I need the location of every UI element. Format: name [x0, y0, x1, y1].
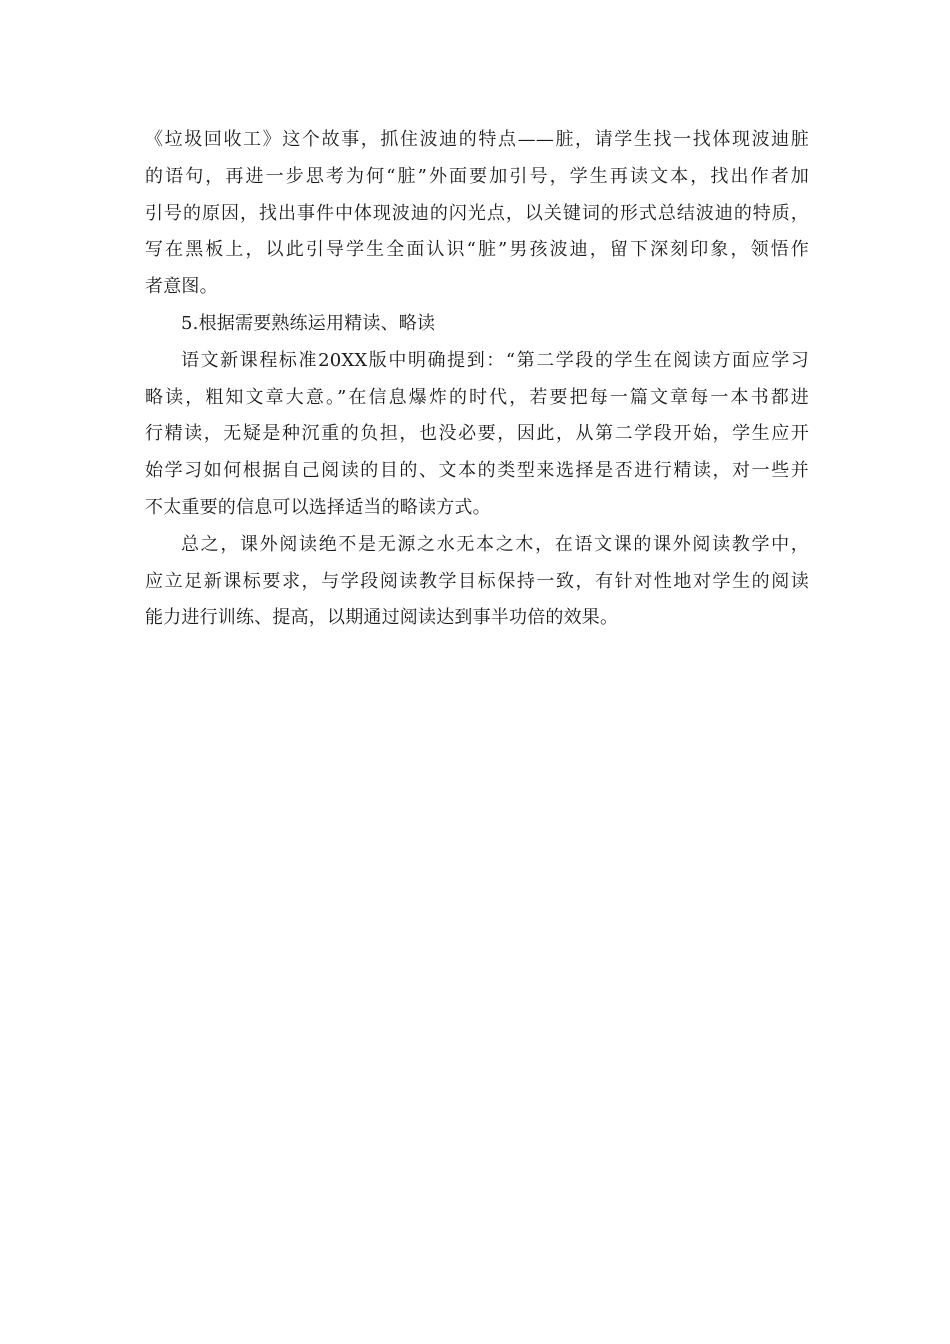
paragraph-line: 的语句，再进一步思考为何“脏”外面要加引号，学生再读文本，找出作者加 [145, 165, 809, 187]
paragraph-line: 引号的原因，找出事件中体现波迪的闪光点，以关键词的形式总结波迪的特质， [145, 202, 809, 224]
paragraph-line: 总之，课外阅读绝不是无源之水无本之木，在语文课的课外阅读教学中， [181, 533, 809, 555]
paragraph-line: 行精读，无疑是种沉重的负担，也没必要，因此，从第二学段开始，学生应开 [145, 423, 809, 445]
paragraph-line: 不太重要的信息可以选择适当的略读方式。 [145, 496, 491, 518]
paragraph-line: 《垃圾回收工》这个故事，抓住波迪的特点——脏，请学生找一找体现波迪脏 [145, 129, 809, 150]
paragraph-line: 略读，粗知文章大意。”在信息爆炸的时代，若要把每一篇文章每一本书都进 [145, 386, 809, 408]
paragraph-line: 者意图。 [145, 276, 218, 298]
paragraph-line: 语文新课程标准20XX版中明确提到：“第二学段的学生在阅读方面应学习 [181, 349, 809, 371]
paragraph-line: 应立足新课标要求，与学段阅读教学目标保持一致，有针对性地对学生的阅读 [145, 570, 809, 592]
section-heading: 5.根据需要熟练运用精读、略读 [181, 312, 436, 334]
paragraph-line: 始学习如何根据自己阅读的目的、文本的类型来选择是否进行精读，对一些并 [145, 460, 809, 482]
paragraph-line: 写在黑板上，以此引导学生全面认识“脏”男孩波迪，留下深刻印象，领悟作 [145, 239, 809, 261]
document-body [145, 122, 809, 637]
paragraph-line: 能力进行训练、提高，以期通过阅读达到事半功倍的效果。 [145, 607, 619, 629]
